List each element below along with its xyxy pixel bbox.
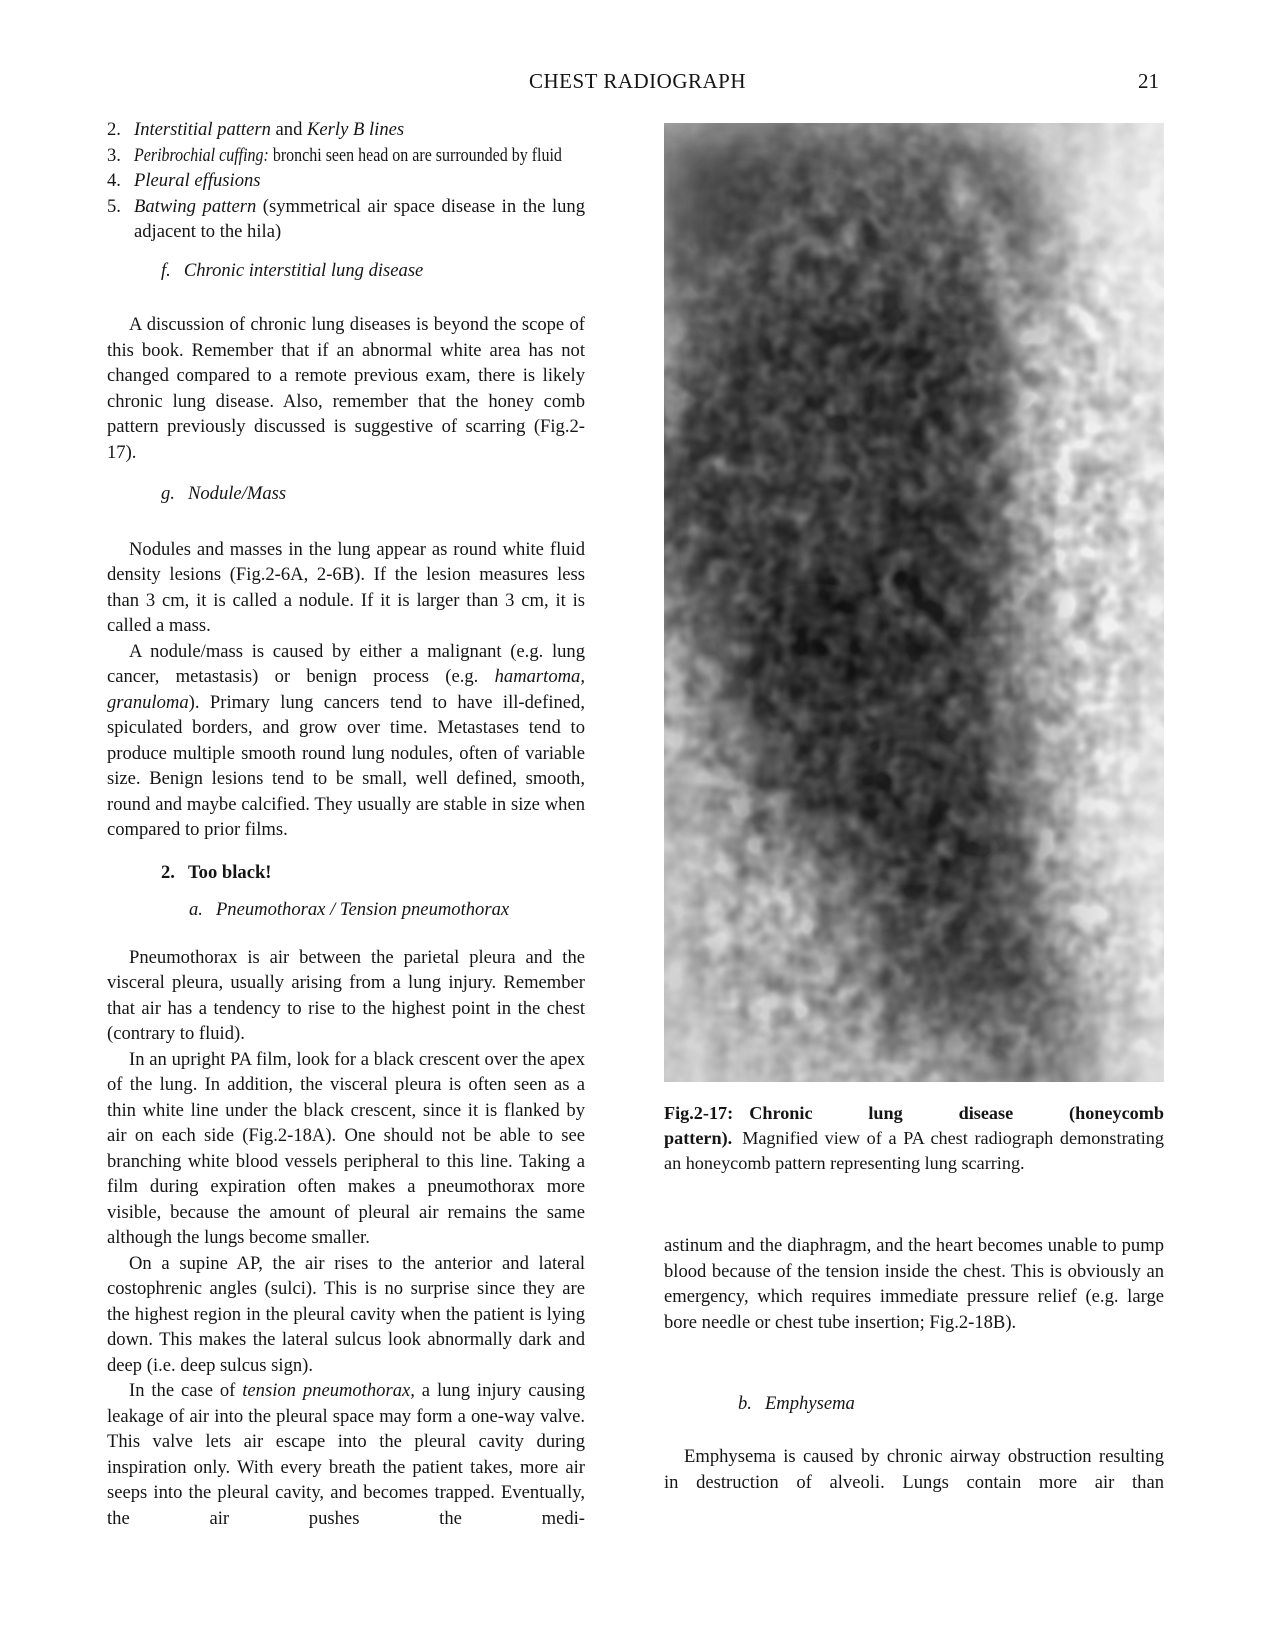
section-label: f. (161, 259, 171, 281)
list-item-term: Batwing pattern (134, 195, 257, 217)
section-heading-g (161, 481, 585, 507)
paragraph-chronic-interstitial: A discussion of chronic lung diseases is beyond the scope of this book. Remember that if an abnormal white area has not changed compared to a remote previous exam, there is likely chronic lung disease. Also, remember that the honey comb pattern previously discussed is suggestive of scarring (Fig.2-17). (107, 314, 585, 463)
list-item-3 (107, 143, 585, 169)
paragraph-tension-pneumothorax (107, 1378, 585, 1531)
caption-label: Fig.2-17: (664, 1103, 734, 1123)
text-segment: In the case of (129, 1380, 243, 1401)
section-number: 2. (161, 861, 175, 883)
list-item-text: (symmetrical air space disease in the lung adjacent to the hila) (134, 195, 586, 242)
text-segment: a lung injury causing leakage of air into the pleural space may form a one-way valve. This valve lets air escape into the pleural cavity during inspiration only. With every breath the patient takes, more air seeps into the pleural cavity, and becomes trapped. Eventually, the air pushes the medi- (107, 1380, 586, 1529)
figure-caption (664, 1101, 1164, 1176)
paragraph-nodule-mass-1: Nodules and masses in the lung appear as round white fluid density lesions (Fig.2-6A, 2-6B). If the lesion measures less than 3 cm, it is called a nodule. If it is larger than 3 cm, it is called a mass. (107, 538, 585, 636)
list-item-number: 3. (107, 144, 121, 166)
text-segment: A nodule/mass is caused by either a malignant (e.g. lung cancer, metastasis) or benign process (e.g. (107, 640, 585, 687)
list-item-term: Interstitial pattern (134, 119, 271, 140)
figure-2-17-radiograph (664, 123, 1164, 1082)
italic-segment: tension pneumothorax, (242, 1380, 415, 1401)
section-heading-b (738, 1391, 855, 1417)
section-title: Emphysema (764, 1393, 855, 1414)
caption-bold-title: Chronic lung disease (honeycomb pattern). (664, 1103, 1164, 1148)
list-item-4 (107, 168, 585, 194)
list-item-5 (107, 194, 585, 245)
section-title: Chronic interstitial lung disease (183, 259, 424, 281)
list-item-body (134, 143, 562, 169)
section-title: Nodule/Mass (187, 483, 287, 504)
list-item-number: 4. (107, 170, 121, 191)
right-column-continuation (664, 1233, 1164, 1335)
paragraph-pneumothorax-1: Pneumothorax is air between the parietal pleura and the visceral pleura, usually arising from a lung injury. Remember that air has a tendency to rise to the highest point in the chest (contrary to fluid). (107, 946, 585, 1044)
list-item-number: 2. (107, 119, 121, 140)
section-title: Too black! (187, 861, 272, 883)
italic-segment: hamartoma, granuloma (107, 666, 585, 713)
paragraph-nodule-mass-2 (107, 639, 585, 843)
paragraph-emphysema: Emphysema is caused by chronic airway obstruction resulting in destruction of alveoli. Lungs contain more air than (664, 1446, 1164, 1493)
section-title: Pneumothorax / Tension pneumothorax (215, 899, 510, 920)
chest-radiograph-image (664, 123, 1164, 1082)
paragraph-pneumothorax-2: In an upright PA film, look for a black crescent over the apex of the lung. In addition, the visceral pleura is often seen as a thin white line under the black crescent, since it is flanked by air on each side (Fig.2-18A). One should not be able to see branching white blood vessels peripheral to this line. Taking a film during expiration often makes a pneumothorax more visible, because the amount of pleural air remains the same although the lungs become smaller. (107, 1048, 585, 1248)
page-number: 21 (1138, 69, 1159, 93)
list-item-term: Peribrochial cuffing: (134, 144, 269, 166)
section-heading-too-black (161, 860, 585, 886)
section-heading-f (161, 258, 585, 284)
list-item-number: 5. (107, 195, 121, 217)
caption-text: Magnified view of a PA chest radiograph demonstrating an honeycomb pattern representing lung scarring. (664, 1128, 1164, 1173)
right-column-last (664, 1444, 1164, 1495)
section-label: b. (738, 1393, 752, 1414)
list-item-term: Kerly B lines (307, 119, 405, 140)
section-label: a. (189, 899, 203, 920)
list-item-text: and (270, 119, 308, 140)
paragraph-tension-continuation: astinum and the diaphragm, and the heart becomes unable to pump blood because of the tension inside the chest. This is obviously an emergency, which requires immediate pressure relief (e.g. large bore needle or chest tube insertion; Fig.2-18B). (664, 1235, 1164, 1333)
list-item-term: Pleural effusions (134, 170, 261, 191)
list-item-2 (107, 117, 585, 143)
list-item-text: bronchi seen head on are surrounded by fluid (268, 144, 562, 166)
section-heading-a (189, 897, 585, 923)
left-column (107, 117, 585, 1531)
paragraph-pneumothorax-3: On a supine AP, the air rises to the anterior and lateral costophrenic angles (sulci). This is no surprise since they are the highest region in the pleural cavity when the patient is lying down. This makes the lateral sulcus look abnormally dark and deep (i.e. deep sulcus sign). (107, 1252, 585, 1376)
text-segment: ). Primary lung cancers tend to have ill-defined, spiculated borders, and grow over time. Metastases tend to produce multiple smooth round lung nodules, often of variable size. Benign lesions tend to be small, well defined, smooth, round and maybe calcified. They usually are stable in size when compared to prior films. (107, 691, 585, 840)
page-title: CHEST RADIOGRAPH (528, 69, 747, 93)
section-label: g. (161, 483, 175, 504)
